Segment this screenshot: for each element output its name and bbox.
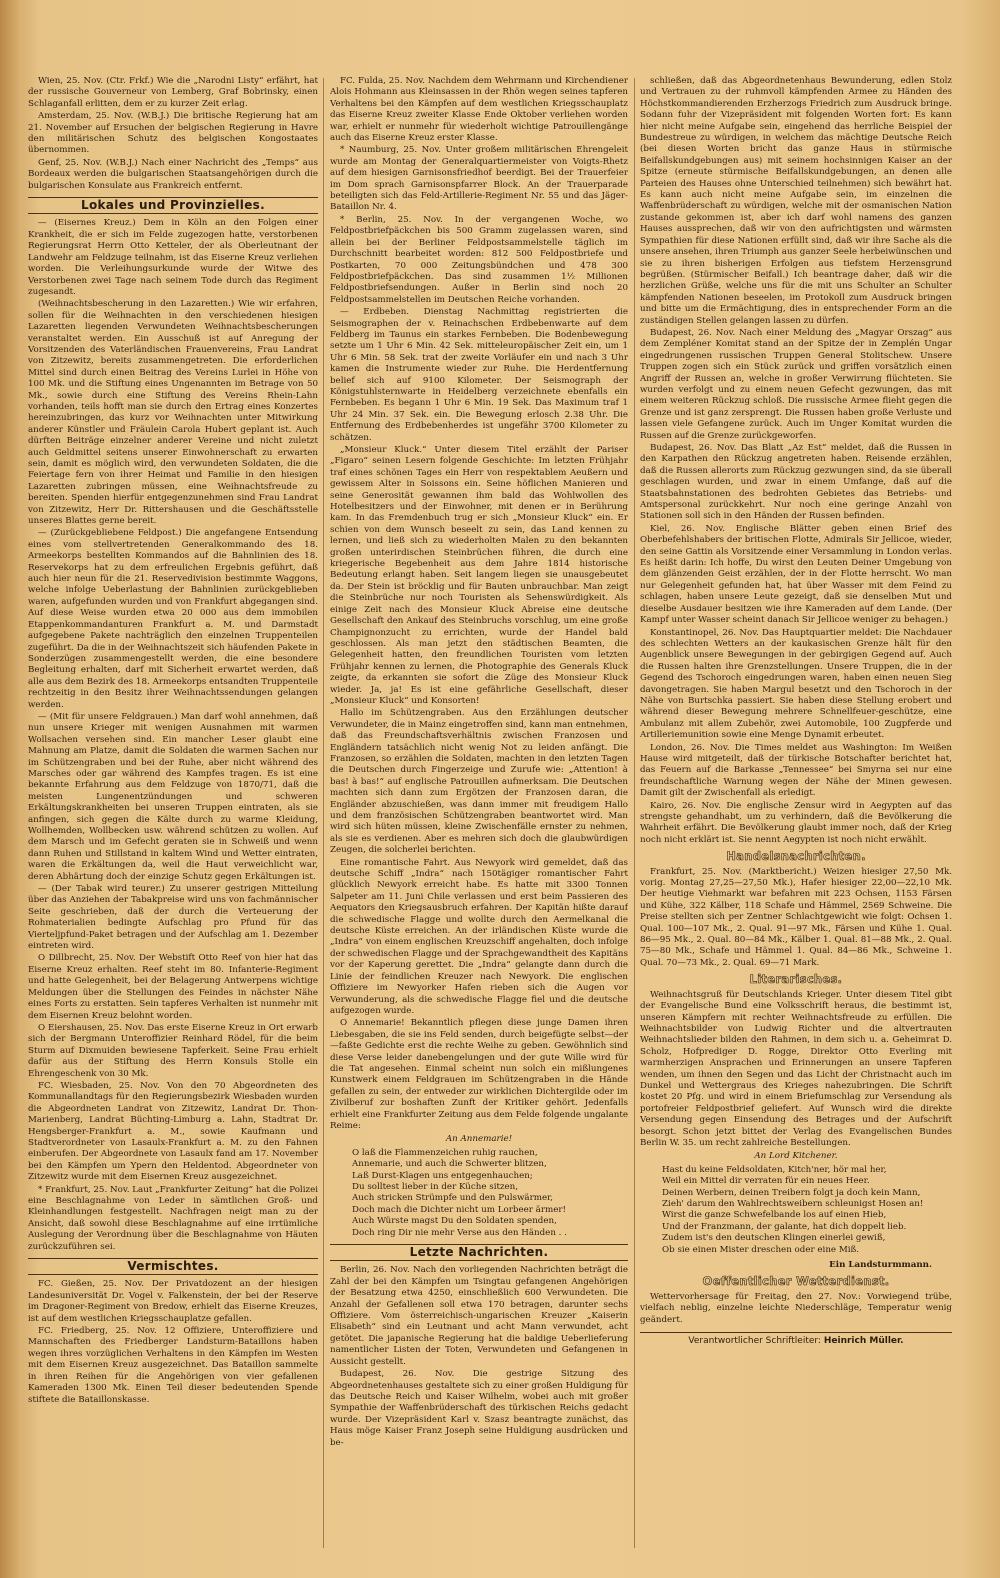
latest-articles bbox=[330, 1265, 628, 1449]
poem-title: An Lord Kitchener. bbox=[754, 1151, 838, 1162]
article: London, 26. Nov. Die Times meldet aus Washington: Im Weißen Hause wird mitgeteilt, daß der türkische Botschafter berichtet hat, das Feuern auf die Barkasse „Tennessee“ bei Smyrna sei nur eine freundschaftliche Warnung wegen der Nähe der Minen gewesen. Damit gilt der Zwischenfall als erledigt. bbox=[640, 742, 952, 799]
article: Frankfurt, 25. Nov. (Marktbericht.) Weizen hiesiger 27,50 Mk. vorig. Montag 27,25—27,50 Mk.), Hafer hiesiger 22,00—22,10 Mk. Der heutige Viehmarkt war befahren mit 223 Ochsen, 1153 Färsen und Kühe, 322 Kälber, 118 Schafe und Hämmel, 2569 Schweine. Die Preise stellten sich per Zentner Schlachtgewicht wie folgt: Ochsen 1. Qual. 100—107 Mk., 2. Qual. 91—97 Mk., Färsen und Kühe 1. Qual. 86—95 Mk., 2. Qual. 80—84 Mk., Kälber 1. Qual. 81—88 Mk., 2. Qual. 75—80 Mk., Schafe und Hämmel 1. Qual. 84—86 Mk., Schweine 1. Qual. 70—73 Mk., 2. Qual. 69—71 Mark. bbox=[640, 866, 952, 968]
section-heading-latest: Letzte Nachrichten. bbox=[330, 1244, 628, 1261]
poem-line: Ob sie einen Mister dreschen oder eine Miß. bbox=[662, 1244, 860, 1255]
top-articles bbox=[330, 76, 628, 1132]
poem-line: Annemarie, und auch die Schwerter blitzen, bbox=[352, 1159, 547, 1170]
article: FC. Gießen, 25. Nov. Der Privatdozent an der hiesigen Landesuniversität Dr. Vogel v. Falkenstein, der bei der Reserve im Dragoner-Regiment von Bredow, erhielt das Eiserne Kreuzes, ist auf dem westlichen Kriegsschauplatze gefallen. bbox=[28, 1279, 318, 1324]
top-articles bbox=[640, 76, 952, 846]
article: * Frankfurt, 25. Nov. Laut „Frankfurter Zeitung“ hat die Polizei eine Beschlagnahme von Leder in sämtlichen Groß- und Kleinhandlungen festgestellt. Nachfragen neigt man zu der Ansicht, daß sowohl diese Beschlagnahme auf eine irrtümliche Auslegung der Verordnung über die Beschlagnahme von Häuten zurückzuführen sei. bbox=[28, 1184, 318, 1252]
column-1 bbox=[28, 76, 318, 1570]
poem-line: Doch ring Dir nie mehr Verse aus den Händen . . bbox=[352, 1227, 567, 1238]
article: Weihnachtsgruß für Deutschlands Krieger. Unter diesem Titel gibt der Evangelische Bund eine Volksschrift heraus, die bestimmt ist, unseren Kämpfern mit rechter Weihnachtsfreude zu erfüllen. Die Weihnachtsbilder von Ludwig Richter und die altvertrauten Weihnachtslieder bilden den Rahmen, in dem sich u. a. Geheimrat D. Scholz, Hofprediger D. Rogge, Direktor Otto Everling mit warmherzigen Ansprachen und Erinnerungen an unsere Tapferen wenden, um ihnen den Segen und das Licht der Christnacht auch im Dunkel und Wettergraus des Krieges nahezubringen. Die Schrift kostet 20 Pfg. und wird in einem Briefumschlag zur Versendung als portofreier Feldpostbrief geliefert. Auf Wunsch wird die direkte Versendung gegen Einsendung des Betrages und der Aufschrift besorgt. Schon jetzt bittet der Verlag des Evangelischen Bundes Berlin W. 35. um recht zahlreiche Bestellungen. bbox=[640, 989, 952, 1148]
article: Kiel, 26. Nov. Englische Blätter geben einen Brief des Oberbefehlshabers der britischen Flotte, Admirals Sir Jellicoe, wieder, den seine Gattin als Vorsitzende einer Versammlung in London verlas. Es heißt darin: Ich hoffe, Du wirst den Leuten Deiner Umgebung von dem glänzenden Geist erzählen, der in der Flotte herrscht. Wo man nur Gelegenheit gefunden hat, hat über Wasser mit dem Feind zu schlagen, haben unsere Leute gezeigt, daß sie denselben Mut und dieselbe Ausdauer besitzen wie ihre Kameraden auf dem Lande. (Der Kampf unter Wasser scheint danach Sir Jellicoe weniger zu behagen.) bbox=[640, 523, 952, 626]
article: O Annemarie! Bekanntlich pflegen diese junge Damen ihren Liebesgaben, die sie ins Feld senden, durch beigefügte selbst—der—faßte Gedichte erst die rechte Weihe zu geben. Gewöhnlich sind diese Verse leider danebengelungen und der gute Wille wird für die Tat angesehen. Einmal scheint nun solch ein mißlungenes Kunstwerk einem Feldgrauen im Schützengraben in die Hände gefallen zu sein, der entweder zur wirklichen Dichtergilde oder im Zivilberuf zur boshaften Zunft der Kritiker gehört. Jedenfalls erhielt eine Frankfurter Zeitung aus dem Felde folgende ungalante Reime: bbox=[330, 1018, 628, 1131]
article: O Eiershausen, 25. Nov. Das erste Eiserne Kreuz in Ort erwarb sich der Bergmann Unteroffizier Reinhard Rödel, für die beim Sturm auf Dixmuiden bewiesene Tapferkeit. Seine Frau erhielt dafür aus der Stiftung des Herrn Konsuls Stolle ein Ehrengeschenk von 30 Mk. bbox=[28, 1022, 318, 1079]
poem-line: Wirst die ganze Schwefelbande los auf einen Hieb, bbox=[662, 1210, 887, 1221]
article: Berlin, 26. Nov. Nach den vorliegenden Nachrichten beträgt die Zahl der bei den Kämpfen um Tsingtau gefangenen Angehörigen der Besatzung etwa 4250, einschließlich 600 Verwundeten. Die Anzahl der Gefallenen soll etwa 170 betragen, darunter sechs Offiziere. Vom österreichisch-ungarischen Kreuzer „Kaiserin Elisabeth“ sind ein Leutnant und acht Mann verwundet, acht getötet. Die japanische Regierung hat die baldige Ueberlieferung namentlicher Listen der Toten, Verwundeten und Gefangenen in Aussicht gestellt. bbox=[330, 1265, 628, 1367]
article: Wettervorhersage für Freitag, den 27. Nov.: Vorwiegend trübe, vielfach neblig, einzelne leichte Niederschläge, Temperatur wenig geändert. bbox=[640, 1291, 952, 1325]
column-rule bbox=[323, 78, 324, 1548]
article: Amsterdam, 25. Nov. (W.B.J.) Die britische Regierung hat am 21. November auf Ersuchen der belgischen Regierung in Havre den militärischen Schutz des belgischen Kongostaates übernommen. bbox=[28, 111, 318, 156]
article: FC. Friedberg, 25. Nov. 12 Offiziere, Unteroffiziere und Mannschaften des Friedberger Landsturm-Bataillons haben wegen ihres vorzüglichen Verhaltens in den Kämpfen im Westen mit dem Eisernen Kreuz ausgezeichnet. Das Bataillon sammelte in ihren Reihen für die Angehörigen von vier gefallenen Kameraden 1300 Mk. Einen Teil dieser bedeutenden Spende stiftete die Bataillonskasse. bbox=[28, 1326, 318, 1405]
poem-line: Auch Würste magst Du den Soldaten spenden, bbox=[352, 1216, 557, 1227]
article: Eine romantische Fahrt. Aus Newyork wird gemeldet, daß das deutsche Schiff „Indra“ nach 150tägiger romantischer Fahrt glücklich Newyork erreicht habe. Es hatte mit 3300 Tonnen Salpeter am 11. Juni Chile verlassen und erst beim Passieren des Aequators den Kriegsausbruch erfahren. Der Kapitän hißte darauf die schwedische Flagge und wollte durch den Aermelkanal die deutsche Küste erreichen. An der irländischen Küste wurde die „Indra“ von einem englischen Kreuzschiff angehalten, doch infolge der schwedischen Flagge und der Sprachgewandtheit des Kapitäns vor der Kaperung gerettet. Die „Indra“ gelangte dann durch die Linie der feindlichen Kreuzer nach Newyork. Die englischen Offiziere im Newyorker Hafen rieben sich die Augen vor Verwunderung, als die schwedische Flagge fiel und die deutsche aufgezogen wurde. bbox=[330, 857, 628, 1016]
poem bbox=[640, 1165, 952, 1256]
column-rule bbox=[634, 78, 635, 1548]
article: * Berlin, 25. Nov. In der vergangenen Woche, wo Feldpostbriefpäckchen bis 500 Gramm zugelassen waren, sind allein bei der Berliner Feldpostsammelstelle täglich im Durchschnitt bearbeitet worden: 812 500 Feldpostbriefe und Postkarten, 70 000 Zeitungsbündchen und 478 300 Feldpostbriefpäckchen. Das sind zusammen 1½ Millionen Feldpostbriefsendungen. Außer in Berlin sind noch 20 Feldpostsammelstellen im Deutschen Reiche vorhanden. bbox=[330, 214, 628, 305]
poem-line: Laß Durst-Klagen uns entgegenhauchen; bbox=[352, 1170, 533, 1181]
page-binding-edge bbox=[0, 0, 22, 1578]
article: Genf, 25. Nov. (W.B.J.) Nach einer Nachricht des „Temps“ aus Bordeaux werden die bulgarischen Staatsangehörigen durch die bulgarischen Konsulate aus Frankreich entfernt. bbox=[28, 157, 318, 191]
section-heading-literature: Literarisches. bbox=[749, 972, 843, 987]
poem-line: Hast du keine Feldsoldaten, Kitch'ner, hör mal her, bbox=[662, 1164, 887, 1175]
poem-line: O laß die Flammenzeichen ruhig rauchen, bbox=[352, 1147, 538, 1158]
article: FC. Fulda, 25. Nov. Nachdem dem Wehrmann und Kirchendiener Alois Hohmann aus Kleinsassen in der Rhön wegen seines tapferen Verhaltens bei den Kämpfen auf dem westlichen Kriegsschauplatz das Eiserne Kreuz zweiter Klasse Ende Oktober verliehen worden war, erhielt er nunmehr für wiederholt wichtige Patrouillengänge auch das Eiserne Kreuz erster Klasse. bbox=[330, 76, 628, 144]
article: Konstantinopel, 26. Nov. Das Hauptquartier meldet: Die Nachdauer des schlechten Wetters an der kaukasischen Grenze hält für den Augenblick unsere Bewegungen in der gebirgigen Gegend auf. Auch die Russen halten ihre Grenzstellungen. Unsere Truppen, die in der Gegend des Tschoroch eingedrungen waren, haben einen neuen Sieg davongetragen. Sie haben Margul besetzt und den Tschoroch in der Nähe von Burtschka passiert. Sie haben diese Stellung erobert und während dieser Bewegung mehrere Schnellfeuer-geschütze, eine Ambulanz mit allem Zubehör, zwei Automobile, 100 Zugpferde und Artilleriemunition sowie eine Menge Dynamit erbeutet. bbox=[640, 627, 952, 741]
misc-articles bbox=[28, 1279, 318, 1405]
poem-signature: Ein Landsturmmann. bbox=[829, 1260, 932, 1271]
article: Wien, 25. Nov. (Ctr. Frkf.) Wie die „Narodni Listy“ erfährt, hat der russische Gouverneur von Lemberg, Graf Bobrinsky, einen Schlaganfall erlitten, dem er zu kurzer Zeit erlag. bbox=[28, 76, 318, 109]
column-2 bbox=[330, 76, 628, 1570]
poem-title: An Annemarie! bbox=[445, 1134, 513, 1145]
article: Hallo im Schützengraben. Aus den Erzählungen deutscher Verwundeter, die in Mainz eingetroffen sind, kann man entnehmen, daß das Freundschaftsverhältnis zwischen Franzosen und Engländern tatsächlich nicht wenig Not zu leiden anfängt. Die Franzosen, so erzählen die Soldaten, machten in den letzten Tagen die Deutschen durch Fingerzeige und Zurufe wie: „Attention! à bas! à bas!“ auf englische Patrouillen aufmerksam. Die Deutschen machten sich dann zum Ergötzen der Franzosen daran, die Engländer abzuschießen, was dann immer mit freudigem Hallo und dem französischen Schützengraben beantwortet wird. Man wird sich hüten müssen, kleine Zwischenfälle ernster zu nehmen, als sie es verdienen. Aber es mehren sich doch die glaubwürdigen Zeugen, die solcherlei berichten. bbox=[330, 708, 628, 856]
article: — (Der Tabak wird teurer.) Zu unserer gestrigen Mitteilung über das Anziehen der Tabakpreise wird uns von fachmännischer Seite geschrieben, daß der durch die Verteuerung der Rohmaterialien bedingte Aufschlag pro Pfund für das Vierteljpfund-Paket betragen und der Aufschlag am 1. Dezember eintreten wird. bbox=[28, 884, 318, 952]
poem-line: Doch mach die Dichter nicht um Lorbeer ärmer! bbox=[352, 1204, 566, 1215]
editor-name: Heinrich Müller. bbox=[823, 1336, 904, 1347]
column-3 bbox=[640, 76, 952, 1570]
poem-line: Und der Franzmann, der galante, hat dich doppelt lieb. bbox=[662, 1221, 907, 1232]
article: * Naumburg, 25. Nov. Unter großem militärischen Ehrengeleit wurde am Montag der Generalquartiermeister von Voigts-Rhetz auf dem hiesigen Garnisonsfriedhof beerdigt. Bei der Trauerfeier im Dom sprach Garnisonspfarrer Block. An der Trauerparade beteiligten sich das Feld-Artillerie-Regiment Nr. 55 und das Jäger-Bataillon Nr. 4. bbox=[330, 145, 628, 213]
article: FC. Wiesbaden, 25. Nov. Von den 70 Abgeordneten des Kommunallandtags für den Regierungsbezirk Wiesbaden wurden die Abgeordneten Landrat von Zitzewitz, Landrat Dr. Thon-Marienberg, Landrat Büchting-Limburg a. Lahn, Stadtrat Dr. Hengsberger-Frankfurt a. M., sowie Kaufmann und Stadtverordneter von Lasaulx-Frankfurt a. M. zu den Fahnen einberufen. Der Abgeordnete von Lasaulx fand am 17. November bei den Kämpfen um Ypern den Heldentod. Abgeordneter von Zitzewitz wurde mit dem Eisernen Kreuz ausgezeichnet. bbox=[28, 1080, 318, 1183]
section-heading-local: Lokales und Provinzielles. bbox=[28, 197, 318, 214]
article: Budapest, 26. Nov. Nach einer Meldung des „Magyar Orszag“ aus dem Zempléner Komitat stand an der Spitze der in Zemplén Ungar eingedrungenen russischen Truppen General Stolitschew. Unsere Truppen zogen sich ein Stück zurück und griffen vorsätzlich einen Angriff der Russen an, welche in großer Verwirrung flüchteten. Sie wurden verfolgt und zu einem neuen Gefecht gezwungen, das mit einem weiteren Rückzug schloß. Die russische Armee flieht gegen die Grenze und ist ganz zersprengt. Die Russen haben große Verluste und lassen viele Gefangene zurück. Auch im Unger Komitat wurden die Russen auf die Grenze zurückgeworfen. bbox=[640, 327, 952, 441]
editor-label: Verantwortlicher Schriftleiter: bbox=[688, 1336, 821, 1347]
article: Budapest, 26. Nov. Die gestrige Sitzung des Abgeordnetenhauses gestaltete sich zu einer großen Huldigung für das Deutsche Reich und Kaiser Wilhelm, wobei auch mit großer Sympathie der Waffenbrüderschaft des türkischen Reichs gedacht wurde. Der Vizepräsident Karl v. Szasz beantragte zunächst, das Haus möge Kaiser Franz Joseph seine Huldigung ausdrücken und be- bbox=[330, 1369, 628, 1448]
article: Budapest, 26. Nov. Das Blatt „Az Est“ meldet, daß die Russen in den Karpathen den Rückzug angetreten haben. Reisende erzählen, daß die Russen allerorts zum Rückzug gezwungen sind, da sie überall geschlagen wurden, und zwar in einem Umfange, daß auf die Staatsbahnstationen des bedrohten Gebietes das Betriebs- und Amtspersonal zurückkehrt. Nur noch eine geringe Anzahl von Stationen soll sich in den Händen der Russen befinden. bbox=[640, 443, 952, 522]
poem-line: Deinen Werbern, deinen Treibern folgt ja doch kein Mann, bbox=[662, 1187, 921, 1198]
article: schließen, daß das Abgeordnetenhaus Bewunderung, edlen Stolz und Vertrauen zu der ruhmvoll kämpfenden Armee zu Händen des Höchstkommandierenden Erzherzogs Friedrich zum Ausdruck bringe. Sodann fuhr der Vizepräsident mit folgenden Worten fort: Es kann hier nicht meine Aufgabe sein, eingehend das herrliche Beispiel der Bundestreue zu würdigen, in welchem das mächtige Deutsche Reich (bei diesen Worten bricht das ganze Haus in stürmische Beifallskundgebungen aus) mit seinem hochsinnigen Kaiser an der Spitze (erneute stürmische Beifallskundgebungen, an denen alle Parteien des Hauses ohne Unterschied teilnehmen) sich bewährt hat. Es kann auch nicht meine Aufgabe sein, im einzelnen die Waffenbrüderschaft zu würdigen, welche mit der osmanischen Nation zustande gekommen ist, aber ich darf wohl namens des ganzen Hauses aussprechen, daß wir von den aufrichtigsten und wärmsten Sympathien für diese Nationen erfüllt sind, daß wir ihre Sache als die unsere ansehen, ihren Triumph aus ganzer Seele herbeiwünschen und sie zu ihren bisherigen Erfolgen aus tiefstem Herzensgrund begrüßen. (Stürmischer Beifall.) Ich beantrage daher, daß wir die herzlichen Grüße, welche uns für die mit uns Schulter an Schulter kämpfenden Nationen beseelen, im Protokoll zum Ausdruck bringen und bitte um die Ermächtigung, dies in entsprechender Form an die zuständigen Stellen gelangen lassen zu dürfen. bbox=[640, 76, 952, 326]
poem-line: Du solltest lieber in der Küche sitzen, bbox=[352, 1182, 519, 1192]
poem-line: Zieh' darum den Wahlrechtsweibern schleunigst Hosen an! bbox=[662, 1199, 924, 1209]
intro-articles bbox=[28, 76, 318, 192]
poem-line: Zudem ist's den deutschen Klingen einerlei gewiß, bbox=[662, 1233, 886, 1244]
section-heading-weather: Oeffentlicher Wetterdienst. bbox=[702, 1274, 890, 1289]
poem-line: Auch stricken Strümpfe und den Pulswärmer, bbox=[352, 1193, 554, 1204]
article: — Erdbeben. Dienstag Nachmittag registrierten die Seismographen der v. Reinachschen Erdbebenwarte auf dem Feldberg im Taunus ein starkes Fernbeben. Die Bodenbewegung setzte um 1 Uhr 6 Min. 42 Sek. mitteleuropäischer Zeit ein, um 1 Uhr 6 Min. 58 Sek. trat der zweite Vorläufer ein und nach 3 Uhr kamen die Instrumente wieder zur Ruhe. Die Herdentfernung belief sich auf 9100 Kilometer. Der Seismograph der Königstuhlsternwarte in Heidelberg verzeichnete ebenfalls ein Fernbeben. Es begann 1 Uhr 6 Min. 19 Sek. Das Maximum traf 1 Uhr 24 Min. 37 Sek. ein. Die Bewegung erlosch 2.38 Uhr. Die Entfernung des Erdbebenherdes ist ungefähr 3700 Kilometer zu schätzen. bbox=[330, 307, 628, 443]
article: (Weihnachtsbescherung in den Lazaretten.) Wie wir erfahren, sollen für die Weihnachten in den verschiedenen hiesigen Lazaretten liegenden Verwundeten Weihnachtsbescherungen veranstaltet werden. Ein Ausschuß ist auf Anregung der Vorsitzenden des Vaterländischen Frauenvereins, Frau Landrat von Zitzewitz, bereits zusammengetreten. Die erforderlichen Mittel sind durch einen Beitrag des Vereins Lurlei in Höhe von 100 Mk. und die Stiftung eines Ungenannten im Betrage von 50 Mk., sowie durch eine Stiftung des Vereins Rhein-Lahn vorhanden, teils hofft man sie durch den Ertrag eines Konzertes hereinzubringen, das kurz vor Weihnachten unter Mitwirkung anderer Künstler und Fräulein Carola Hubert geplant ist. Auch dürften Beiträge einzelner anderer Vereine und nicht zuletzt auch Geldmittel seitens unserer Einwohnerschaft zu erwarten sein, damit es möglich wird, den verwundeten Soldaten, die die Feiertage fern von ihrer Heimat und Familie in den hiesigen Lazaretten zubringen müssen, eine Weihnachtsfreude zu bereiten. Spenden hierfür entgegenzunehmen sind Frau Landrat von Zitzewitz, Herr Dr. Rittershausen und die Geschäftsstelle unseres Blattes gerne bereit. bbox=[28, 299, 318, 527]
poem-line: Weil ein Mittel dir verraten für ein neues Heer. bbox=[662, 1176, 870, 1187]
local-articles bbox=[28, 218, 318, 1253]
article: Kairo, 26. Nov. Die englische Zensur wird in Aegypten auf das strengste gehandhabt, um zu verhindern, daß die Bevölkerung die Wahrheit erfährt. Die Bevölkerung glaubt immer noch, daß der Krieg noch nicht erklärt ist. Sie nennt Aegypten ist noch nicht erwählt. bbox=[640, 800, 952, 845]
article: „Monsieur Kluck.“ Unter diesem Titel erzählt der Pariser „Figaro“ seinen Lesern folgende Geschichte: Im letzten Frühjahr traf eines schönen Tages ein Herr von respektablem Aeußern und gewissem Alter in Soissons ein. Seine höflichen Manieren und seine Generosität gewannen ihm bald das Wohlwollen des Hotelbesitzers und der Einwohner, mit denen er in Berührung kam. In das Fremdenbuch trug er sich „Monsieur Kluck“ ein. Er schien von dem Wunsch beseelt zu sein, das Land kennen zu lernen, und ließ sich zu wiederholten Malen zu den bekannten großen unterirdischen Steinbrüchen führen, die durch eine kriegerische Begebenheit aus dem Jahre 1814 historische Bedeutung erlangt haben. Seit langem liegen sie unausgebeutet da. Der Stein ist bröcklig und für Bauten unbrauchbar. Man zeigt die Steinbrüche nur noch Touristen als Sehenswürdigkeit. Als einige Zeit nach des Monsieur Kluck Abreise eine deutsche Gesellschaft den Ankauf des Steinbruchs vorschlug, um eine große Champignonzucht zu errichten, wurde der Handel bald geschlossen. Als man jetzt den städtischen Beamten, die Gelegenheit hatten, den freundlichen Touristen vom letzten Frühjahr kennen zu lernen, die Photographie des Generals Kluck zeigte, da erkannten sie sofort die Züge des Monsieur Kluck wieder. Ja, ja! Es ist eine gefährliche Gesellschaft, dieser „Monsieur Kluck“ und Konsorten! bbox=[330, 445, 628, 706]
article: — (Mit für unsere Feldgrauen.) Man darf wohl annehmen, daß nun unsere Krieger mit wenigen Ausnahmen mit warmen Wollsachen versehen sind. Ein mancher Leser glaubt eine Mahnung am Platze, damit die Soldaten die warmen Sachen nur im Schützengraben und bei der Ruhe, aber nicht während des Marsches oder gar während des Kampfes tragen. Es ist eine bekannte Erfahrung aus dem Feldzuge von 1870/71, daß die meisten Lungenentzündungen und schweren Erkältungskrankheiten bei unseren Truppen eintraten, als sie anfingen, sich gegen die Kälte durch zu warme Kleidung, Wollhemden, Wollbecken usw. während schützen zu wollen. Auf dem Marsch und im Gefecht geraten sie in Schweiß und wenn dann Ruhen und Stillstand in kaltem Wind und Wetter eintraten, waren die Erkältungen da, weil die Haut verweichlicht war, deren Abhärtung doch der einzige Schutz gegen Erkältungen ist. bbox=[28, 711, 318, 882]
article: — (Zurückgebliebene Feldpost.) Die angefangene Entsendung eines vom stellvertretenden Generalkommando des 18. Armeekorps bestellten Kommandos auf die Bahnlinien des 18. Reservekorps hat zu dem erfreulichen Ergebnis geführt, daß auch hier neun für die 21. Reservedivision bestimmte Waggons, welche infolge Ueberlastung der Bahnlinien zurückgeblieben waren, aufgefunden wurden und von Frankfurt abgegangen sind. Auf diese Weise wurden etwa 20 000 aus dem immobilen Etappenkommandanturen Frankfurt a. M. und Darmstadt aufgegebene Pakete nachträglich den einzelnen Truppenteilen zugeführt. Da die in der Weihnachtszeit sich häufenden Pakete in Sonderzügen zusammengestellt werden, die eine besondere Begleitung erhalten, darf mit Sicherheit erwartet werden, daß alle aus dem Bezirk des 18. Armeekorps entsandten Truppenteile rechtzeitig in den Besitz ihrer Weihnachtssendungen gelangen werden. bbox=[28, 528, 318, 710]
section-heading-misc: Vermischtes. bbox=[28, 1258, 318, 1275]
section-heading-trade: Handelsnachrichten. bbox=[726, 849, 866, 864]
article: — (Eisernes Kreuz.) Dem in Köln an den Folgen einer Krankheit, die er sich im Felde zugezogen hatte, verstorbenen Regierungsrat Herrn Otto Ketteler, der als Oberleutnant der Landwehr am Feldzuge teilnahm, ist das Eiserne Kreuz verliehen worden. Die Verleihungsurkunde wurde der Witwe des Verstorbenen zwei Tage nach seinem Tode durch das Regiment zugesandt. bbox=[28, 218, 318, 297]
article: O Dillbrecht, 25. Nov. Der Webstift Otto Reef von hier hat das Eiserne Kreuz erhalten. Reef steht im 80. Infanterie-Regiment und hatte Gelegenheit, bei der Belagerung Antwerpens wichtige Meldungen über die Stellungen des Feindes in nächster Nähe eines Forts zu erstatten. Sein tapferes Verhalten ist nunmehr mit dem Eisernen Kreuz belohnt worden. bbox=[28, 953, 318, 1021]
poem bbox=[330, 1148, 628, 1239]
responsible-editor bbox=[640, 1332, 952, 1347]
